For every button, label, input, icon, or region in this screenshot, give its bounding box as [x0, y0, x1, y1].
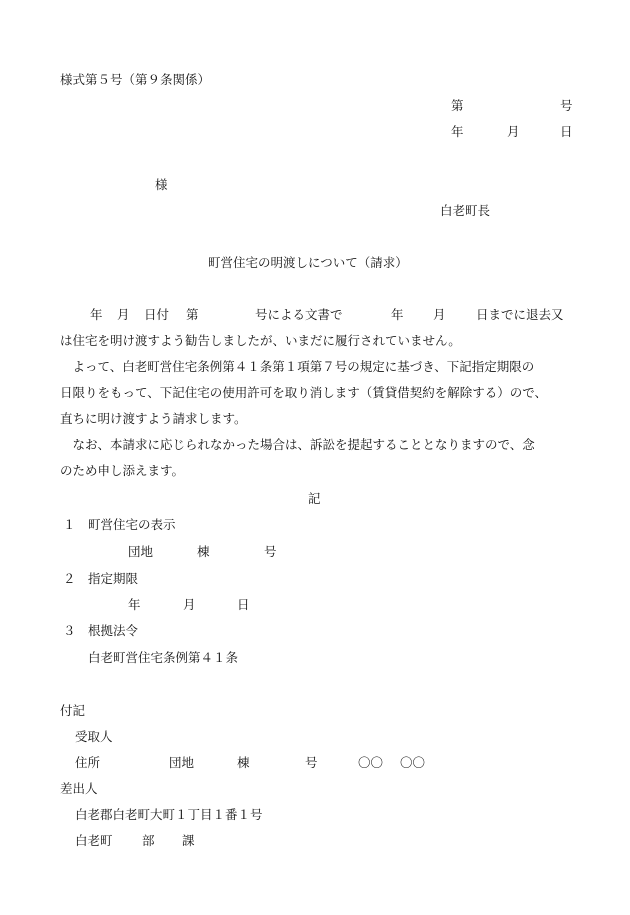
p2-line2: 日限りをもって、下記住宅の使用許可を取り消します（賃貸借契約を解除する）ので、: [60, 385, 548, 400]
item3-number: ３: [63, 623, 76, 638]
p1-go-text: 号による文書で: [255, 307, 343, 322]
doc-number-dai: 第: [451, 98, 464, 113]
p1-month: 月: [117, 307, 130, 322]
item1-mune: 棟: [197, 544, 210, 559]
p2-line1: よって、白老町営住宅条例第４１条第１項第７号の規定に基づき、下記指定期限の: [60, 359, 535, 374]
sender-ka: 課: [182, 833, 195, 848]
item1-danchi: 団地: [128, 544, 154, 559]
item2-month: 月: [183, 597, 196, 612]
recipient-label: 受取人: [75, 729, 113, 744]
item3-law: 白老町営住宅条例第４１条: [88, 650, 239, 665]
p1-line2: は住宅を明け渡すよう勧告しましたが、いまだに履行されていません。: [60, 333, 461, 348]
address-mune: 棟: [237, 755, 250, 770]
p1-year2: 年: [391, 307, 404, 322]
p1-day-ref: 日付: [144, 307, 170, 322]
document-title: 町営住宅の明渡しについて（請求）: [208, 255, 408, 270]
address-danchi: 団地: [169, 755, 195, 770]
sender-bu: 部: [142, 833, 155, 848]
p2-line3: 直ちに明け渡すよう請求します。: [60, 411, 247, 426]
item1-label: 町営住宅の表示: [88, 517, 176, 532]
sender-org: 白老町: [75, 833, 113, 848]
address-go: 号: [305, 755, 318, 770]
p1-month2: 月: [433, 307, 446, 322]
item2-year: 年: [128, 597, 141, 612]
ki-heading: 記: [308, 491, 321, 506]
item3-label: 根拠法令: [88, 623, 139, 638]
appendix-heading: 付記: [60, 703, 86, 718]
item2-number: ２: [63, 571, 76, 586]
date-month: 月: [507, 124, 520, 139]
p3-line1: なお、本請求に応じられなかった場合は、訴訟を提起することとなりますので、念: [60, 437, 535, 452]
p1-year: 年: [90, 307, 103, 322]
recipient-name-a: 〇〇: [358, 755, 384, 770]
form-label: 様式第５号（第９条関係）: [60, 72, 211, 87]
date-day: 日: [560, 124, 573, 139]
doc-number-go: 号: [560, 98, 573, 113]
item2-label: 指定期限: [88, 571, 139, 586]
p3-line2: のため申し添えます。: [60, 463, 185, 478]
item2-day: 日: [237, 597, 250, 612]
p1-tail: 日までに退去又: [476, 307, 564, 322]
addressee-suffix: 様: [155, 177, 168, 192]
sender-label: 差出人: [60, 781, 98, 796]
p1-dai: 第: [186, 307, 199, 322]
recipient-name-b: 〇〇: [400, 755, 426, 770]
sender-address: 白老郡白老町大町１丁目１番１号: [75, 807, 263, 822]
issuer: 白老町長: [440, 203, 491, 218]
address-label: 住所: [75, 755, 101, 770]
item1-go: 号: [264, 544, 277, 559]
item1-number: １: [63, 517, 76, 532]
date-year: 年: [451, 124, 464, 139]
